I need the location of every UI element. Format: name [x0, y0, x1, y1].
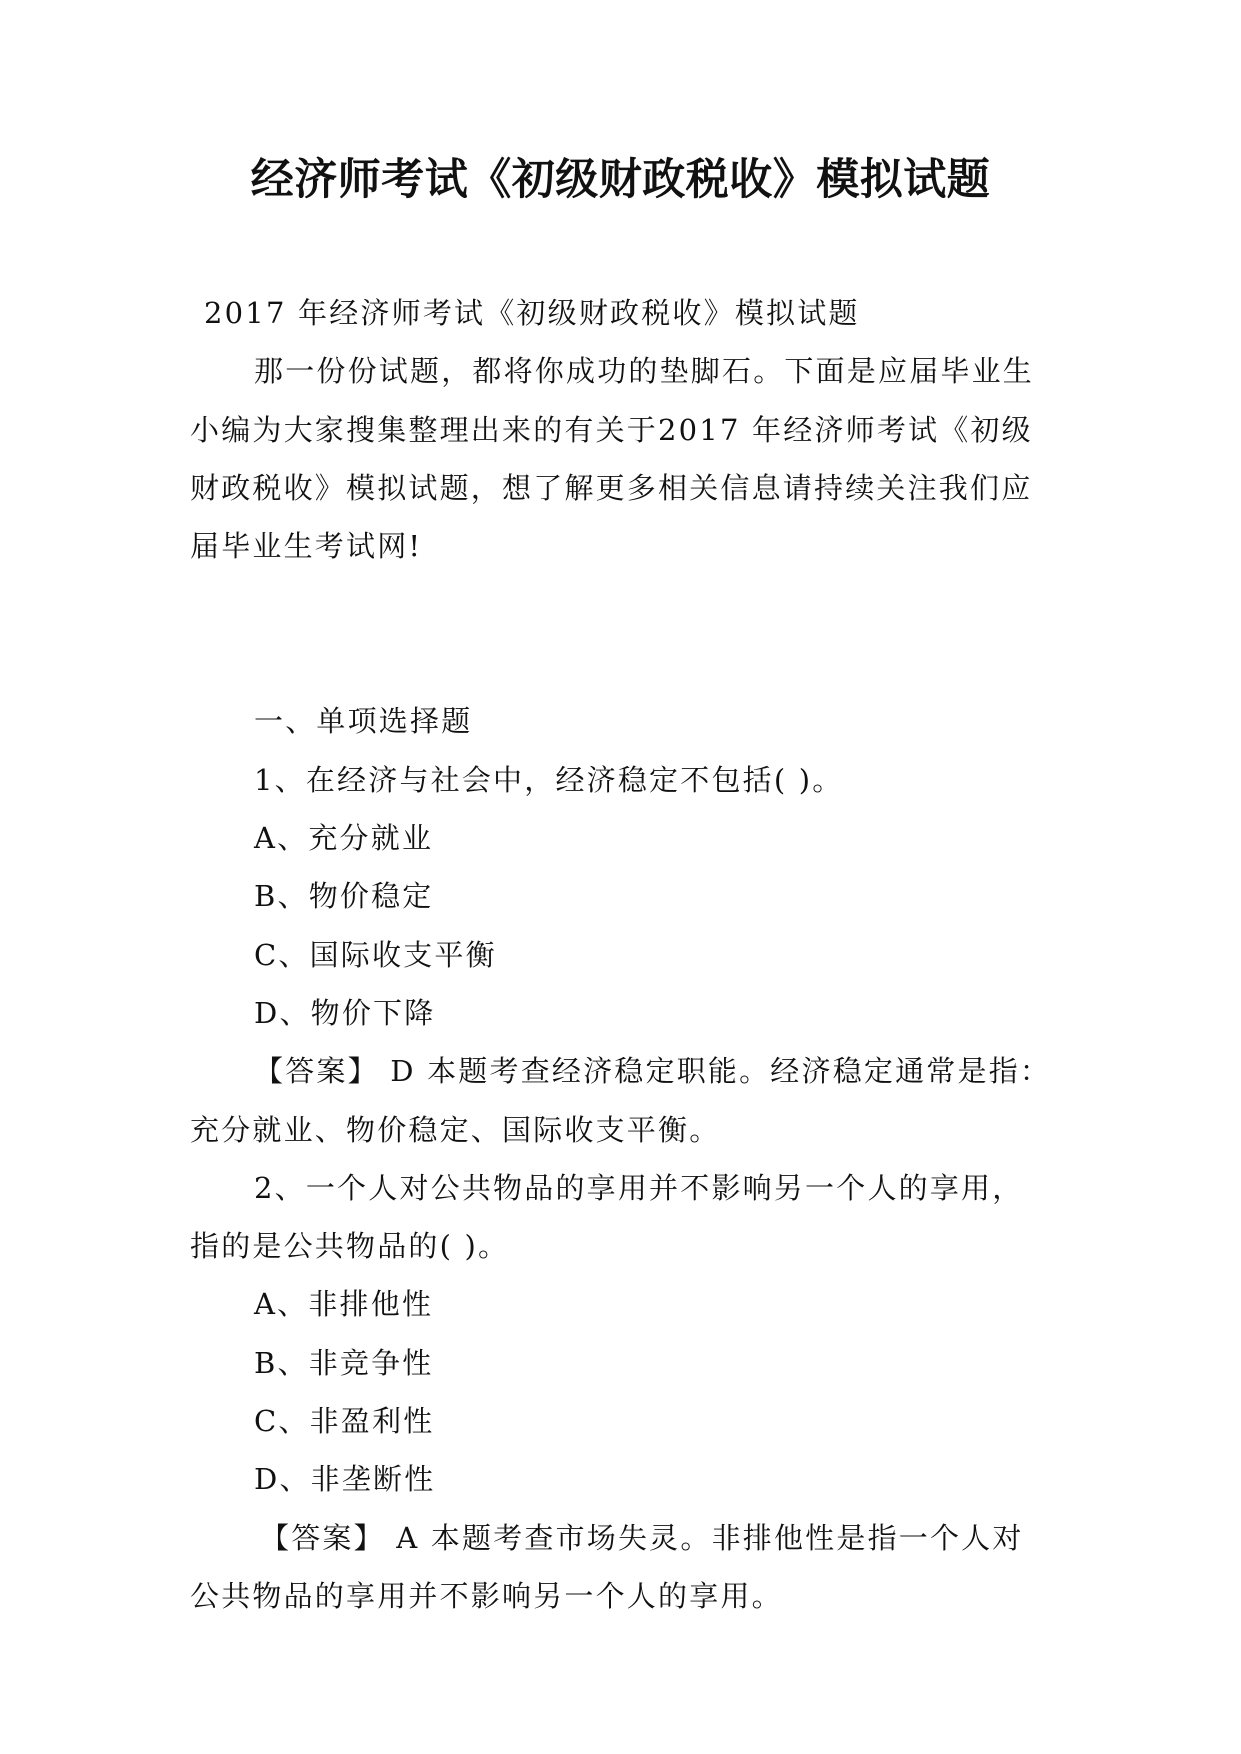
question-stem: 2、一个人对公共物品的享用并不影响另一个人的享用，指的是公共物品的( )。 [190, 1170, 1024, 1264]
answer-option: D、非垄断性 [254, 1462, 436, 1497]
answer-option: D、物价下降 [254, 995, 436, 1030]
answer-option: A、非排他性 [254, 1287, 434, 1322]
question-stem: 1、在经济与社会中，经济稳定不包括( )。 [254, 762, 844, 797]
answer-explanation: 【答案】 D 本题考查经济稳定职能。经济稳定通常是指：充分就业、物价稳定、国际收支平衡。 [190, 1054, 1052, 1147]
answer-option: C、国际收支平衡 [254, 937, 497, 972]
subtitle: 2017 年经济师考试《初级财政税收》模拟试题 [204, 296, 860, 330]
answer-option: C、非盈利性 [254, 1404, 435, 1439]
document-title: 经济师考试《初级财政税收》模拟试题 [250, 155, 991, 205]
answer-option: B、物价稳定 [254, 879, 434, 914]
document-body [190, 284, 1052, 1625]
intro-paragraph: 那一份份试题，都将你成功的垫脚石。下面是应届毕业生小编为大家搜集整理出来的有关于2017 年经济师考试《初级财政税收》模拟试题，想了解更多相关信息请持续关注我们应届毕业生考试网! [190, 354, 1035, 564]
answer-option: B、非竞争性 [254, 1345, 434, 1380]
paragraph-spacer [190, 575, 1052, 692]
answer-explanation: 【答案】 A 本题考查市场失灵。非排他性是指一个人对公共物品的享用并不影响另一个人的享用。 [190, 1520, 1024, 1613]
section-heading: 一、单项选择题 [254, 704, 473, 739]
answer-option: A、充分就业 [254, 821, 434, 856]
